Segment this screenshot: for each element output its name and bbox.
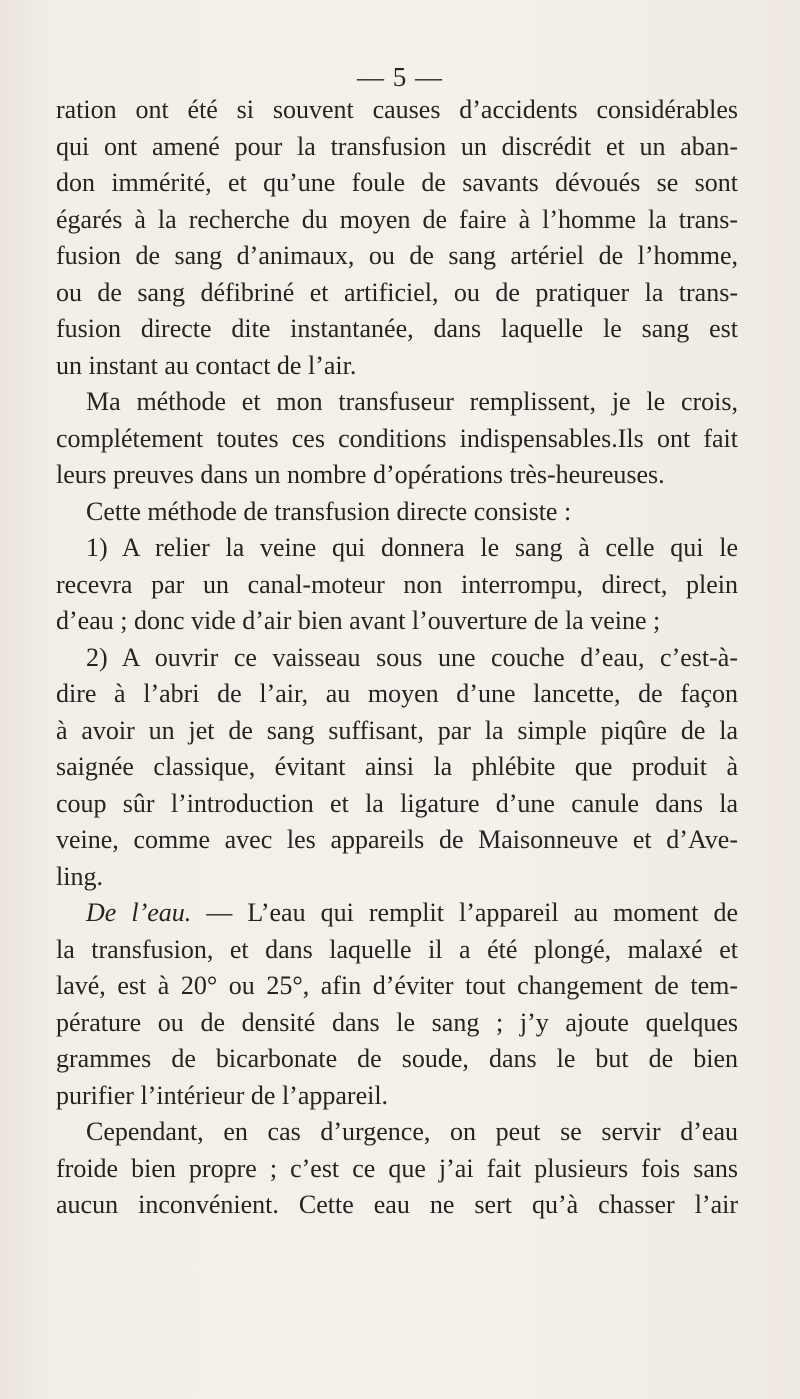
body-text: [56, 92, 738, 1224]
text-line: égarés à la recherche du moyen de faire à l’homme la trans-: [56, 204, 738, 234]
text-line: froide bien propre ; c’est ce que j’ai fait plusieurs fois sans: [56, 1153, 738, 1183]
text-line: 1) A relier la veine qui donnera le sang à celle qui le: [86, 533, 738, 562]
text-line: veine, comme avec les appareils de Maisonneuve et d’Ave-: [56, 825, 738, 854]
text-line: complétement toutes ces conditions indispensables.Ils ont fait: [56, 423, 738, 453]
text-line: pérature ou de densité dans le sang ; j’y ajoute quelques: [56, 1007, 738, 1037]
text-line: recevra par un canal-moteur non interrompu, direct, plein: [56, 569, 738, 599]
text-line-continuation: — L’eau qui remplit l’appareil au moment de: [191, 898, 738, 927]
text-line: Cette méthode de transfusion directe consiste :: [86, 496, 572, 526]
text-line: 2) A ouvrir ce vaisseau sous une couche d’eau, c’est-à-: [86, 642, 738, 672]
text-line: saignée classique, évitant ainsi la phlébite que produit à: [56, 752, 738, 781]
text-line: ling.: [56, 861, 103, 891]
text-line: lavé, est à 20° ou 25°, afin d’éviter tout changement de tem-: [56, 971, 738, 1000]
section-heading-eau: De l’eau.: [86, 898, 192, 927]
text-line: la transfusion, et dans laquelle il a été plongé, malaxé et: [56, 934, 738, 964]
text-line: Ma méthode et mon transfuseur remplissent, je le crois,: [86, 387, 738, 416]
text-line: ou de sang défibriné et artificiel, ou de pratiquer la trans-: [56, 277, 738, 307]
text-line: ration ont été si souvent causes d’accidents considérables: [56, 95, 738, 124]
text-line: [56, 895, 738, 932]
text-line: don immérité, et qu’une foule de savants dévoués se sont: [56, 168, 738, 197]
text-line: dire à l’abri de l’air, au moyen d’une lancette, de façon: [56, 679, 738, 708]
text-line: qui ont amené pour la transfusion un discrédit et un aban-: [56, 131, 738, 161]
text-line: un instant au contact de l’air.: [56, 350, 357, 380]
page-number: — 5 —: [357, 62, 443, 92]
text-line: fusion directe dite instantanée, dans laquelle le sang est: [56, 314, 738, 343]
text-line: purifier l’intérieur de l’appareil.: [56, 1080, 389, 1110]
text-line: à avoir un jet de sang suffisant, par la simple piqûre de la: [56, 715, 738, 745]
text-line: d’eau ; donc vide d’air bien avant l’ouverture de la veine ;: [56, 606, 661, 635]
text-line: Cependant, en cas d’urgence, on peut se servir d’eau: [86, 1117, 738, 1146]
text-line: leurs preuves dans un nombre d’opérations très-heureuses.: [56, 460, 665, 489]
text-line: grammes de bicarbonate de soude, dans le but de bien: [56, 1044, 738, 1073]
text-line: aucun inconvénient. Cette eau ne sert qu’à chasser l’air: [56, 1190, 738, 1219]
text-line: coup sûr l’introduction et la ligature d’une canule dans la: [56, 788, 738, 818]
text-line: fusion de sang d’animaux, ou de sang artériel de l’homme,: [56, 241, 738, 270]
